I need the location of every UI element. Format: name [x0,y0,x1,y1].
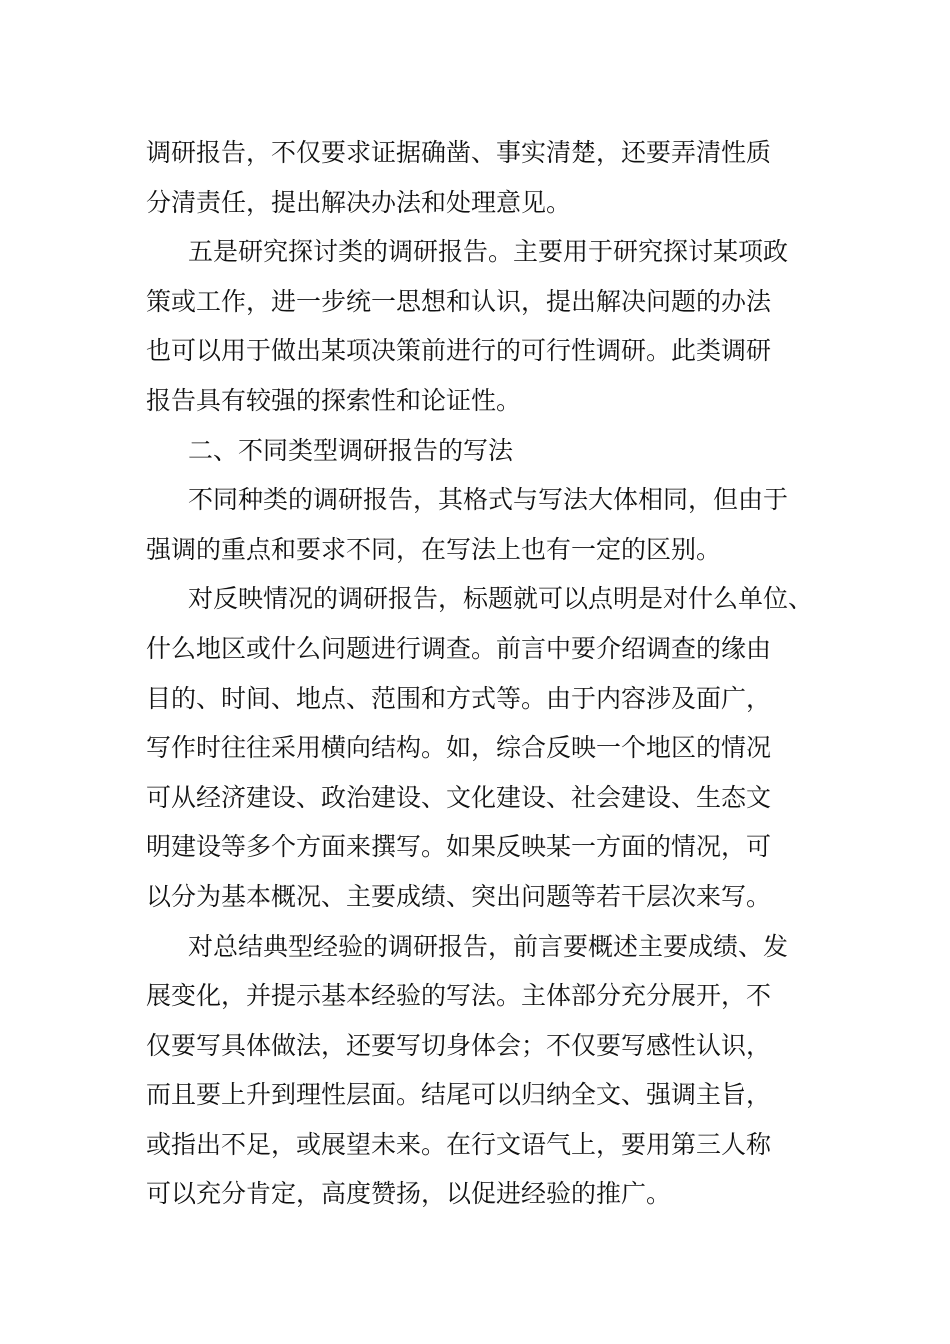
text-line: 而且要上升到理性层面。结尾可以归纳全文、强调主旨， [146,1080,772,1110]
text-line: 分清责任，提出解决办法和处理意见。 [146,187,572,217]
text-line: 展变化，并提示基本经验的写法。主体部分充分展开，不 [146,981,772,1011]
text-line: 强调的重点和要求不同，在写法上也有一定的区别。 [146,534,722,564]
text-line: 什么地区或什么问题进行调查。前言中要介绍调查的缘由 [146,633,772,663]
text-line: 可以充分肯定，高度赞扬，以促进经验的推广。 [146,1179,672,1209]
text-line: 策或工作，进一步统一思想和认识，提出解决问题的办法 [146,286,772,316]
document-body [146,128,816,1219]
text-line: 目的、时间、地点、范围和方式等。由于内容涉及面广， [146,683,772,713]
text-line: 写作时往往采用横向结构。如，综合反映一个地区的情况 [146,733,772,763]
text-line: 不同种类的调研报告，其格式与写法大体相同，但由于 [188,485,789,515]
text-line: 明建设等多个方面来撰写。如果反映某一方面的情况，可 [146,832,772,862]
text-line: 报告具有较强的探索性和论证性。 [146,385,522,415]
text-line: 调研报告，不仅要求证据确凿、事实清楚，还要弄清性质 [146,138,772,167]
text-line: 对总结典型经验的调研报告，前言要概述主要成绩、发 [188,931,789,961]
section-heading: 二、不同类型调研报告的写法 [188,435,514,465]
text-line: 对反映情况的调研报告，标题就可以点明是对什么单位、 [188,584,814,614]
text-line: 仅要写具体做法，还要写切身体会；不仅要写感性认识， [146,1030,772,1060]
text-line: 或指出不足，或展望未来。在行文语气上，要用第三人称 [146,1129,772,1159]
text-line: 可从经济建设、政治建设、文化建设、社会建设、生态文 [146,782,772,812]
text-line: 以分为基本概况、主要成绩、突出问题等若干层次来写。 [146,881,772,911]
text-line: 五是研究探讨类的调研报告。主要用于研究探讨某项政 [188,237,789,267]
text-line: 也可以用于做出某项决策前进行的可行性调研。此类调研 [146,336,772,366]
